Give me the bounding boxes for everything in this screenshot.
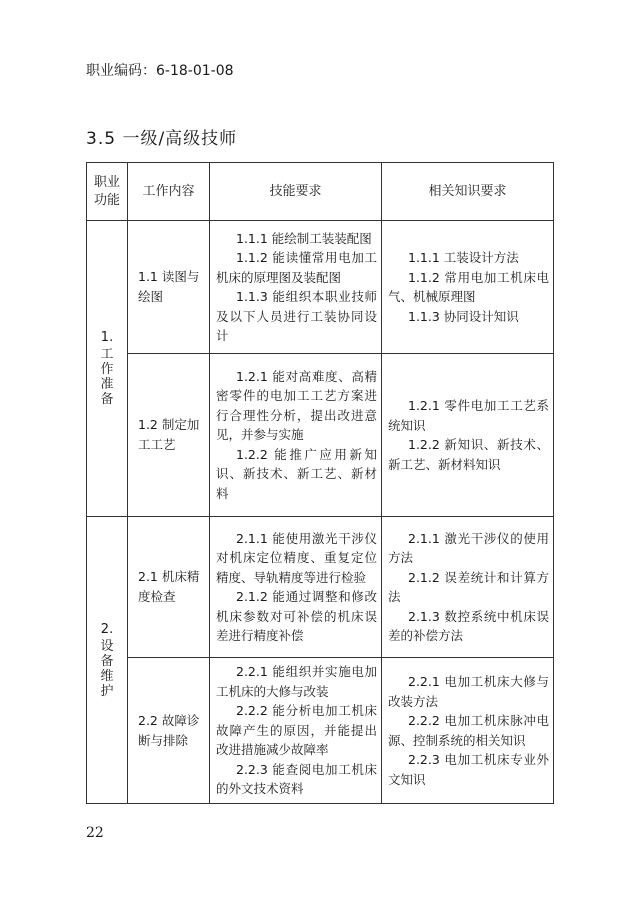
function-number: 1. — [100, 330, 114, 345]
table-row — [87, 354, 554, 517]
knowledge-item: 1.1.1 工装设计方法 — [408, 250, 519, 265]
table-row — [87, 517, 554, 658]
function-cell — [87, 221, 128, 517]
function-cell — [87, 517, 128, 804]
knowledge-cell — [382, 221, 554, 354]
knowledge-item: 1.1.3 协同设计知识 — [408, 308, 519, 324]
header-function: 职业功能 — [87, 163, 128, 221]
skill-item: 1.2.2 能推广应用新知识、新技术、新工艺、新材料 — [216, 446, 377, 501]
skill-item: 1.1.2 能读懂常用电加工机床的原理图及装配图 — [216, 250, 377, 285]
knowledge-item: 2.1.1 激光干涉仪的使用方法 — [388, 530, 549, 565]
skills-cell — [210, 354, 382, 517]
function-name: 设备维护 — [100, 638, 114, 699]
knowledge-item: 2.2.2 电加工机床脉冲电源、控制系统的相关知识 — [388, 713, 549, 748]
header-knowledge: 相关知识要求 — [382, 163, 554, 221]
skill-item: 2.1.1 能使用激光干涉仪对机床定位精度、重复定位精度、导轨精度等进行检验 — [216, 530, 377, 585]
skill-item: 2.2.1 能组织并实施电加工机床的大修与改装 — [216, 664, 377, 699]
skills-cell — [210, 658, 382, 804]
page-number: 22 — [86, 825, 104, 841]
knowledge-item: 1.1.2 常用电加工机床电气、机械原理图 — [388, 269, 549, 304]
knowledge-item: 2.1.2 误差统计和计算方法 — [388, 569, 549, 604]
header-skills: 技能要求 — [210, 163, 382, 221]
skill-item: 2.1.2 能通过调整和修改机床参数对可补偿的机床误差进行精度补偿 — [216, 589, 377, 643]
skills-cell — [210, 221, 382, 354]
knowledge-cell — [382, 658, 554, 804]
work-content-cell: 2.1 机床精度检查 — [128, 517, 210, 658]
skill-item: 2.2.2 能分析电加工机床故障产生的原因，并能提出改进措施减少故障率 — [216, 703, 377, 758]
table-header-row — [87, 163, 554, 221]
work-content-cell: 1.1 读图与绘图 — [128, 221, 210, 354]
header-work: 工作内容 — [128, 163, 210, 221]
knowledge-item: 2.2.1 电加工机床大修与改装方法 — [388, 674, 549, 709]
knowledge-item: 2.1.3 数控系统中机床误差的补偿方法 — [388, 608, 549, 643]
table-row — [87, 221, 554, 354]
work-content-cell: 2.2 故障诊断与排除 — [128, 658, 210, 804]
skills-cell — [210, 517, 382, 658]
skill-item: 1.2.1 能对高难度、高精密零件的电加工工艺方案进行合理性分析，提出改进意见，并参与实施 — [216, 368, 377, 443]
knowledge-cell — [382, 354, 554, 517]
occupation-code: 职业编码：6-18-01-08 — [86, 63, 234, 79]
knowledge-item: 1.2.1 零件电加工工艺系统知识 — [388, 398, 549, 433]
knowledge-item: 1.2.2 新知识、新技术、新工艺、新材料知识 — [388, 437, 549, 472]
skill-item: 1.1.3 能组织本职业技师及以下人员进行工装协同设计 — [216, 289, 377, 343]
section-title: 3.5 一级/高级技师 — [86, 129, 238, 149]
work-content-cell: 1.2 制定加工工艺 — [128, 354, 210, 517]
skill-requirements-table — [86, 162, 554, 804]
table-row — [87, 658, 554, 804]
skill-item: 2.2.3 能查阅电加工机床的外文技术资料 — [216, 761, 377, 797]
function-number: 2. — [100, 621, 114, 637]
knowledge-cell — [382, 517, 554, 658]
knowledge-item: 2.2.3 电加工机床专业外文知识 — [388, 752, 549, 787]
function-name: 工作准备 — [100, 347, 114, 407]
skill-item: 1.1.1 能绘制工装装配图 — [236, 230, 372, 246]
